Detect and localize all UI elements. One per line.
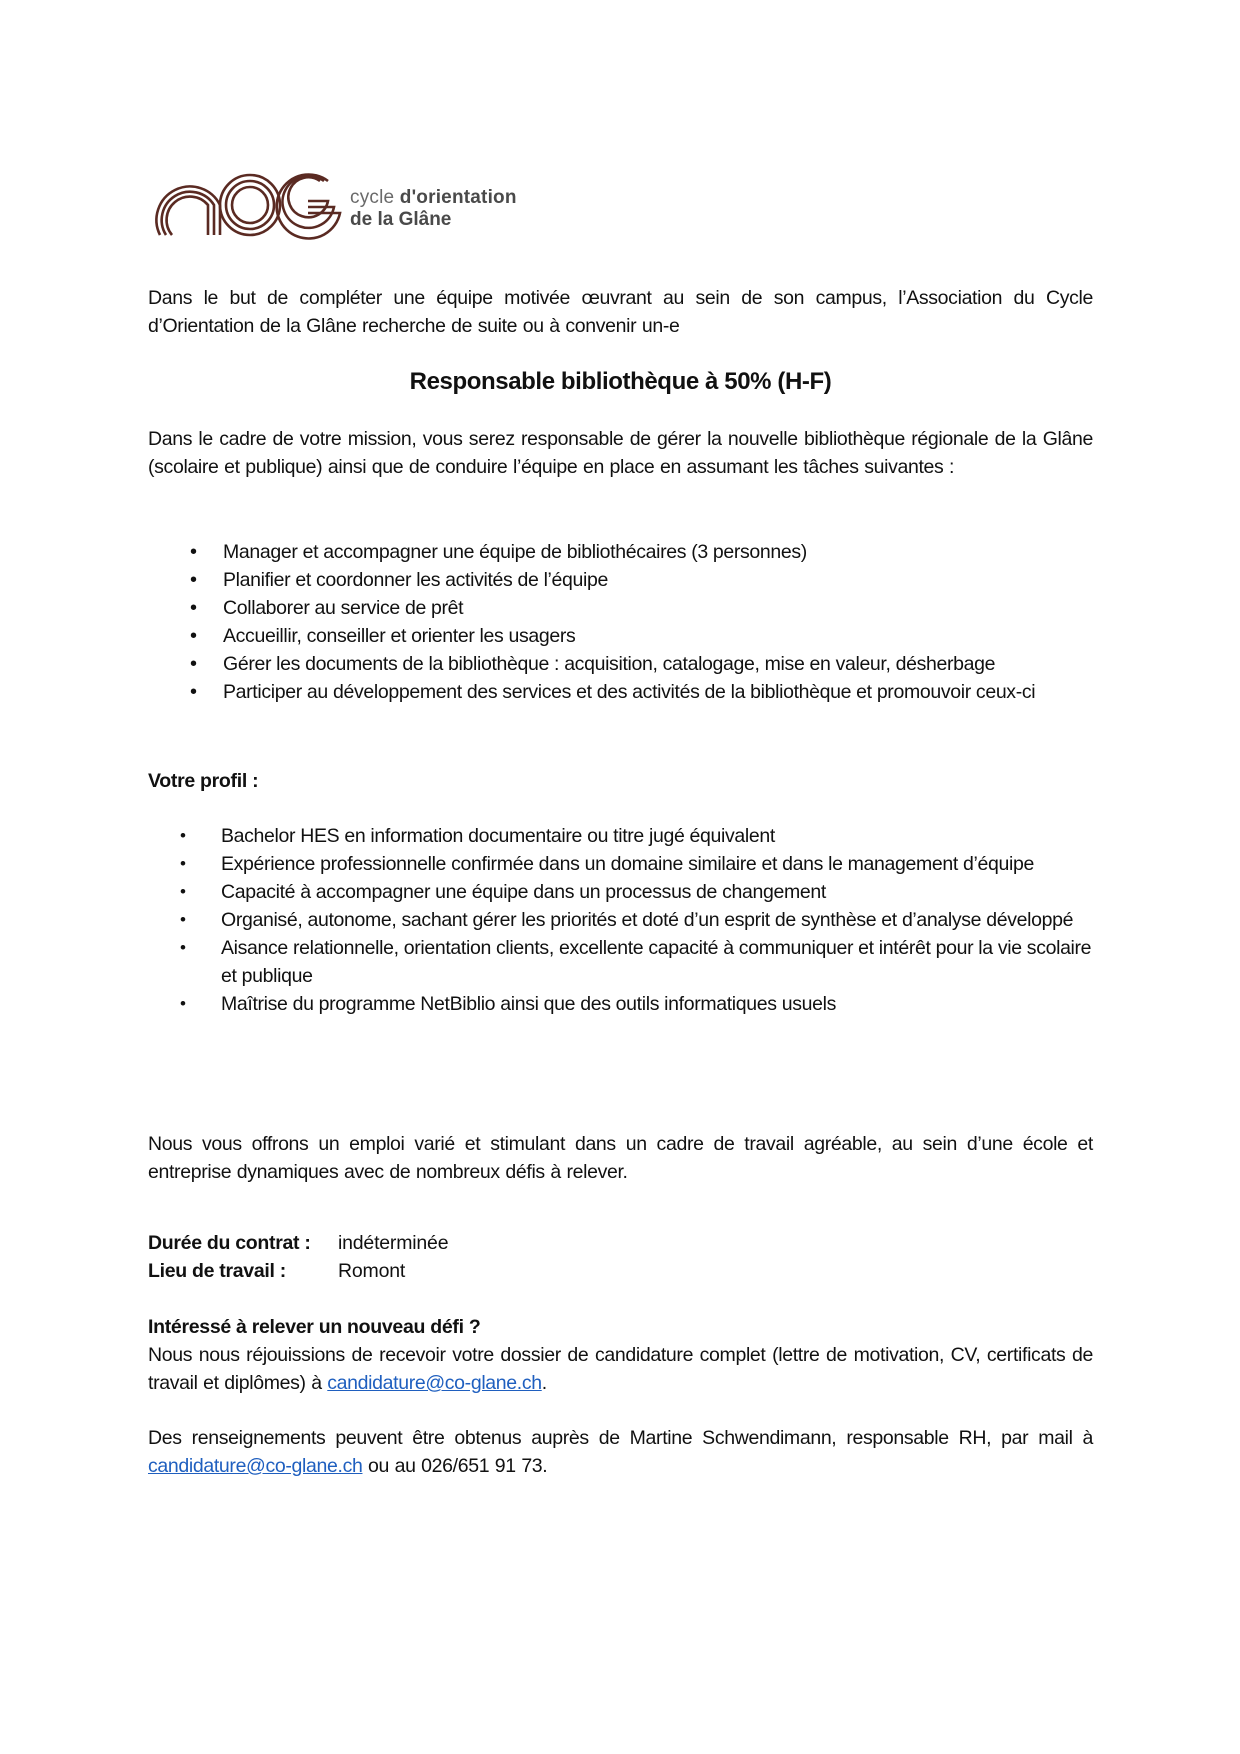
logo-wordmark bbox=[350, 187, 517, 231]
bullet-icon: • bbox=[190, 681, 197, 703]
contract-duration-row bbox=[148, 1229, 448, 1257]
bullet-icon: • bbox=[190, 653, 197, 675]
profile-list bbox=[148, 822, 1093, 1018]
bullet-icon: • bbox=[180, 994, 186, 1013]
contract-duration-value: indéterminée bbox=[338, 1232, 449, 1254]
profile-item: • Aisance relationnelle, orientation clients, excellente capacité à communiquer et intérêt pour la vie scolaire et publique bbox=[148, 934, 1093, 990]
bullet-icon: • bbox=[190, 625, 197, 647]
task-item: • Participer au développement des services et des activités de la bibliothèque et promouvoir ceux-ci bbox=[148, 678, 1093, 706]
work-location-label: Lieu de travail : bbox=[148, 1260, 286, 1282]
application-email-link[interactable]: candidature@co-glane.ch bbox=[327, 1372, 542, 1394]
profile-item: • Capacité à accompagner une équipe dans un processus de changement bbox=[148, 878, 1093, 906]
logo-text-cycle: cycle bbox=[350, 187, 395, 208]
mission-paragraph: Dans le cadre de votre mission, vous serez responsable de gérer la nouvelle bibliothèque régionale de la Glâne (scolaire et publique) ainsi que de conduire l’équipe en place en assumant les tâches suivantes : bbox=[148, 428, 1093, 478]
logo-text-orientation: d'orientation bbox=[399, 187, 517, 208]
info-paragraph: Des renseignements peuvent être obtenus auprès de Martine Schwendimann, responsable RH, par mail à candidature@co-glane.ch ou au 026/651 91 73. bbox=[148, 1427, 1093, 1477]
cog-logo bbox=[148, 165, 548, 245]
contract-details bbox=[148, 1229, 448, 1285]
task-item: • Gérer les documents de la bibliothèque : acquisition, catalogage, mise en valeur, désherbage bbox=[148, 650, 1093, 678]
profile-item: • Expérience professionnelle confirmée dans un domaine similaire et dans le management d’équipe bbox=[148, 850, 1093, 878]
contract-duration-label: Durée du contrat : bbox=[148, 1232, 311, 1254]
work-location-row bbox=[148, 1257, 448, 1285]
task-item: • Manager et accompagner une équipe de bibliothécaires (3 personnes) bbox=[148, 538, 1093, 566]
bullet-icon: • bbox=[180, 910, 186, 929]
task-item: • Accueillir, conseiller et orienter les usagers bbox=[148, 622, 1093, 650]
bullet-icon: • bbox=[180, 854, 186, 873]
work-location-value: Romont bbox=[338, 1260, 406, 1282]
cog-logo-mark-icon bbox=[148, 165, 348, 245]
job-title: Responsable bibliothèque à 50% (H-F) bbox=[409, 368, 832, 395]
profile-heading: Votre profil : bbox=[148, 770, 259, 792]
bullet-icon: • bbox=[180, 826, 186, 845]
logo-text-glane: de la Glâne bbox=[350, 209, 452, 230]
bullet-icon: • bbox=[180, 882, 186, 901]
apply-paragraph: Nous nous réjouissions de recevoir votre dossier de candidature complet (lettre de motivation, CV, certificats de travail et diplômes) à candidature@co-glane.ch. bbox=[148, 1344, 1093, 1394]
intro-paragraph: Dans le but de compléter une équipe motivée œuvrant au sein de son campus, l’Association du Cycle d’Orientation de la Glâne recherche de suite ou à convenir un-e bbox=[148, 287, 1093, 337]
bullet-icon: • bbox=[180, 938, 186, 957]
task-item: • Collaborer au service de prêt bbox=[148, 594, 1093, 622]
bullet-icon: • bbox=[190, 597, 197, 619]
contact-email-link[interactable]: candidature@co-glane.ch bbox=[148, 1455, 363, 1477]
bullet-icon: • bbox=[190, 541, 197, 563]
profile-item: • Organisé, autonome, sachant gérer les priorités et doté d’un esprit de synthèse et d’analyse développé bbox=[148, 906, 1093, 934]
task-item: • Planifier et coordonner les activités de l’équipe bbox=[148, 566, 1093, 594]
bullet-icon: • bbox=[190, 569, 197, 591]
tasks-list bbox=[148, 538, 1093, 706]
offer-paragraph: Nous vous offrons un emploi varié et stimulant dans un cadre de travail agréable, au sein d’une école et entreprise dynamiques avec de nombreux défis à relever. bbox=[148, 1133, 1093, 1183]
profile-item: • Maîtrise du programme NetBiblio ainsi que des outils informatiques usuels bbox=[148, 990, 1093, 1018]
profile-item: • Bachelor HES en information documentaire ou titre jugé équivalent bbox=[148, 822, 1093, 850]
apply-heading: Intéressé à relever un nouveau défi ? bbox=[148, 1316, 481, 1338]
